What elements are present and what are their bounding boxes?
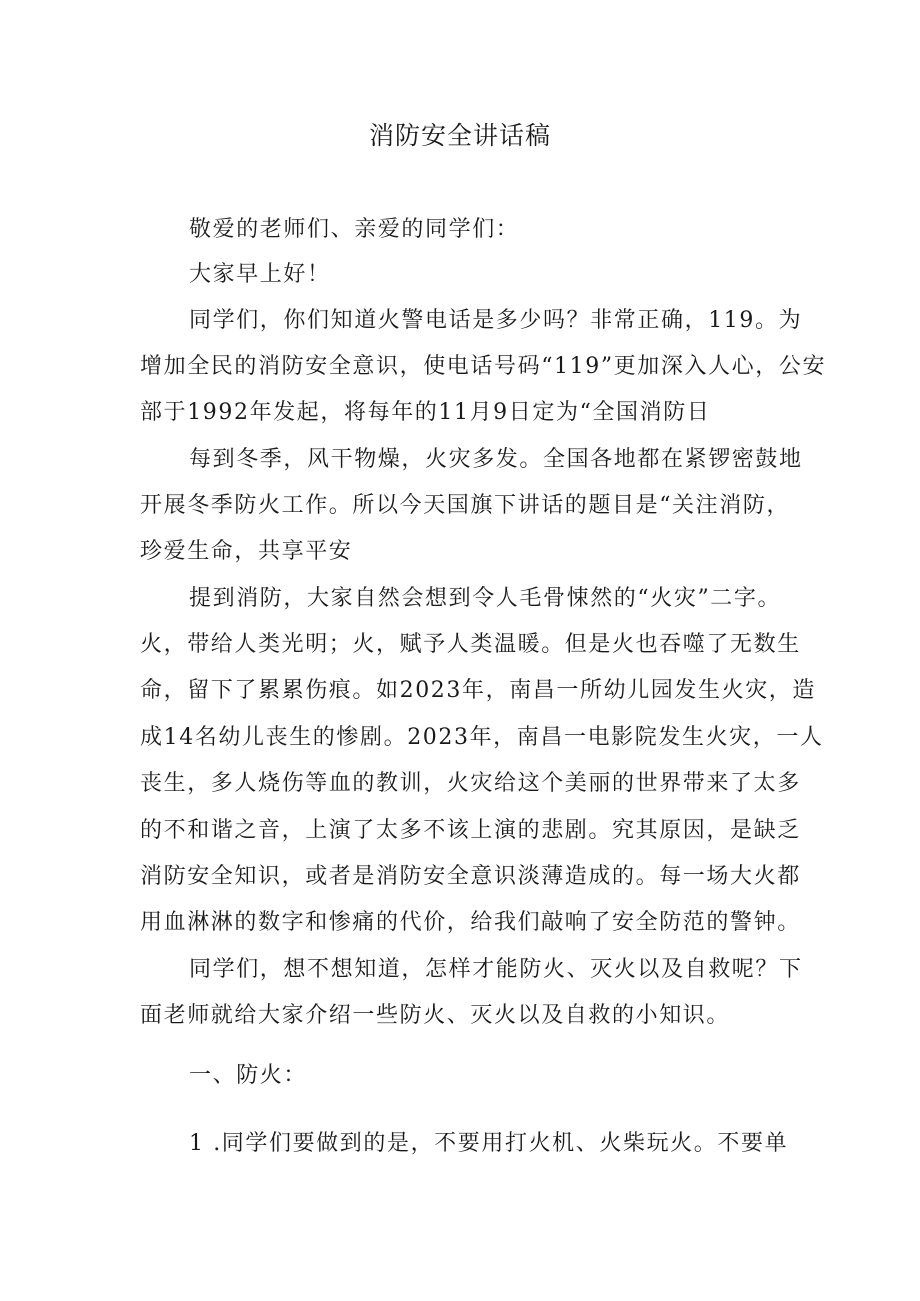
document-title: 消防安全讲话稿 xyxy=(368,121,551,150)
paragraph-3-line-4: 成14名幼儿丧生的惨剧。2023年，南昌一电影院发生火灾，一人 xyxy=(140,725,824,750)
paragraph-3-line-5: 丧生，多人烧伤等血的教训，火灾给这个美丽的世界带来了太多 xyxy=(140,771,801,796)
paragraph-3-line-8: 用血淋淋的数字和惨痛的代价，给我们敲响了安全防范的警钟。 xyxy=(140,910,801,935)
paragraph-3-line-1: 提到消防，大家自然会想到令人毛骨悚然的“火灾”二字。 xyxy=(189,586,782,611)
paragraph-3-line-6: 的不和谐之音，上演了太多不该上演的悲剧。究其原因，是缺乏 xyxy=(140,818,801,843)
paragraph-3-line-2: 火，带给人类光明；火，赋予人类温暖。但是火也吞噬了无数生 xyxy=(140,632,801,657)
paragraph-3-line-3: 命，留下了累累伤痕。如2023年，南昌一所幼儿园发生火灾，造 xyxy=(140,678,816,703)
paragraph-3-line-7: 消防安全知识，或者是消防安全意识淡薄造成的。每一场大火都 xyxy=(140,864,801,889)
greeting-line: 大家早上好！ xyxy=(189,262,331,287)
paragraph-2-line-3: 珍爱生命，共享平安 xyxy=(140,539,353,564)
salutation-line: 敬爱的老师们、亲爱的同学们： xyxy=(189,217,520,242)
paragraph-2-line-1: 每到冬季，风干物燥，火灾多发。全国各地都在紧锣密鼓地 xyxy=(189,447,803,472)
paragraph-4-line-2: 面老师就给大家介绍一些防火、灭火以及自救的小知识。 xyxy=(140,1003,731,1028)
paragraph-4-line-1: 同学们，想不想知道，怎样才能防火、灭火以及自救呢？下 xyxy=(189,957,803,982)
paragraph-1-line-3: 部于1992年发起，将每年的11月9日定为“全国消防日 xyxy=(140,400,711,425)
list-item-1-line-1: 1 .同学们要做到的是，不要用打火机、火柴玩火。不要单 xyxy=(189,1131,789,1156)
paragraph-1-line-2: 增加全民的消防安全意识，使电话号码“119”更加深入人心，公安 xyxy=(140,354,827,379)
paragraph-1-line-1: 同学们，你们知道火警电话是多少吗？非常正确，119。为 xyxy=(189,308,803,333)
section-heading-fire-prevention: 一、防火： xyxy=(189,1063,308,1088)
paragraph-2-line-2: 开展冬季防火工作。所以今天国旗下讲话的题目是“关注消防， xyxy=(140,493,791,518)
